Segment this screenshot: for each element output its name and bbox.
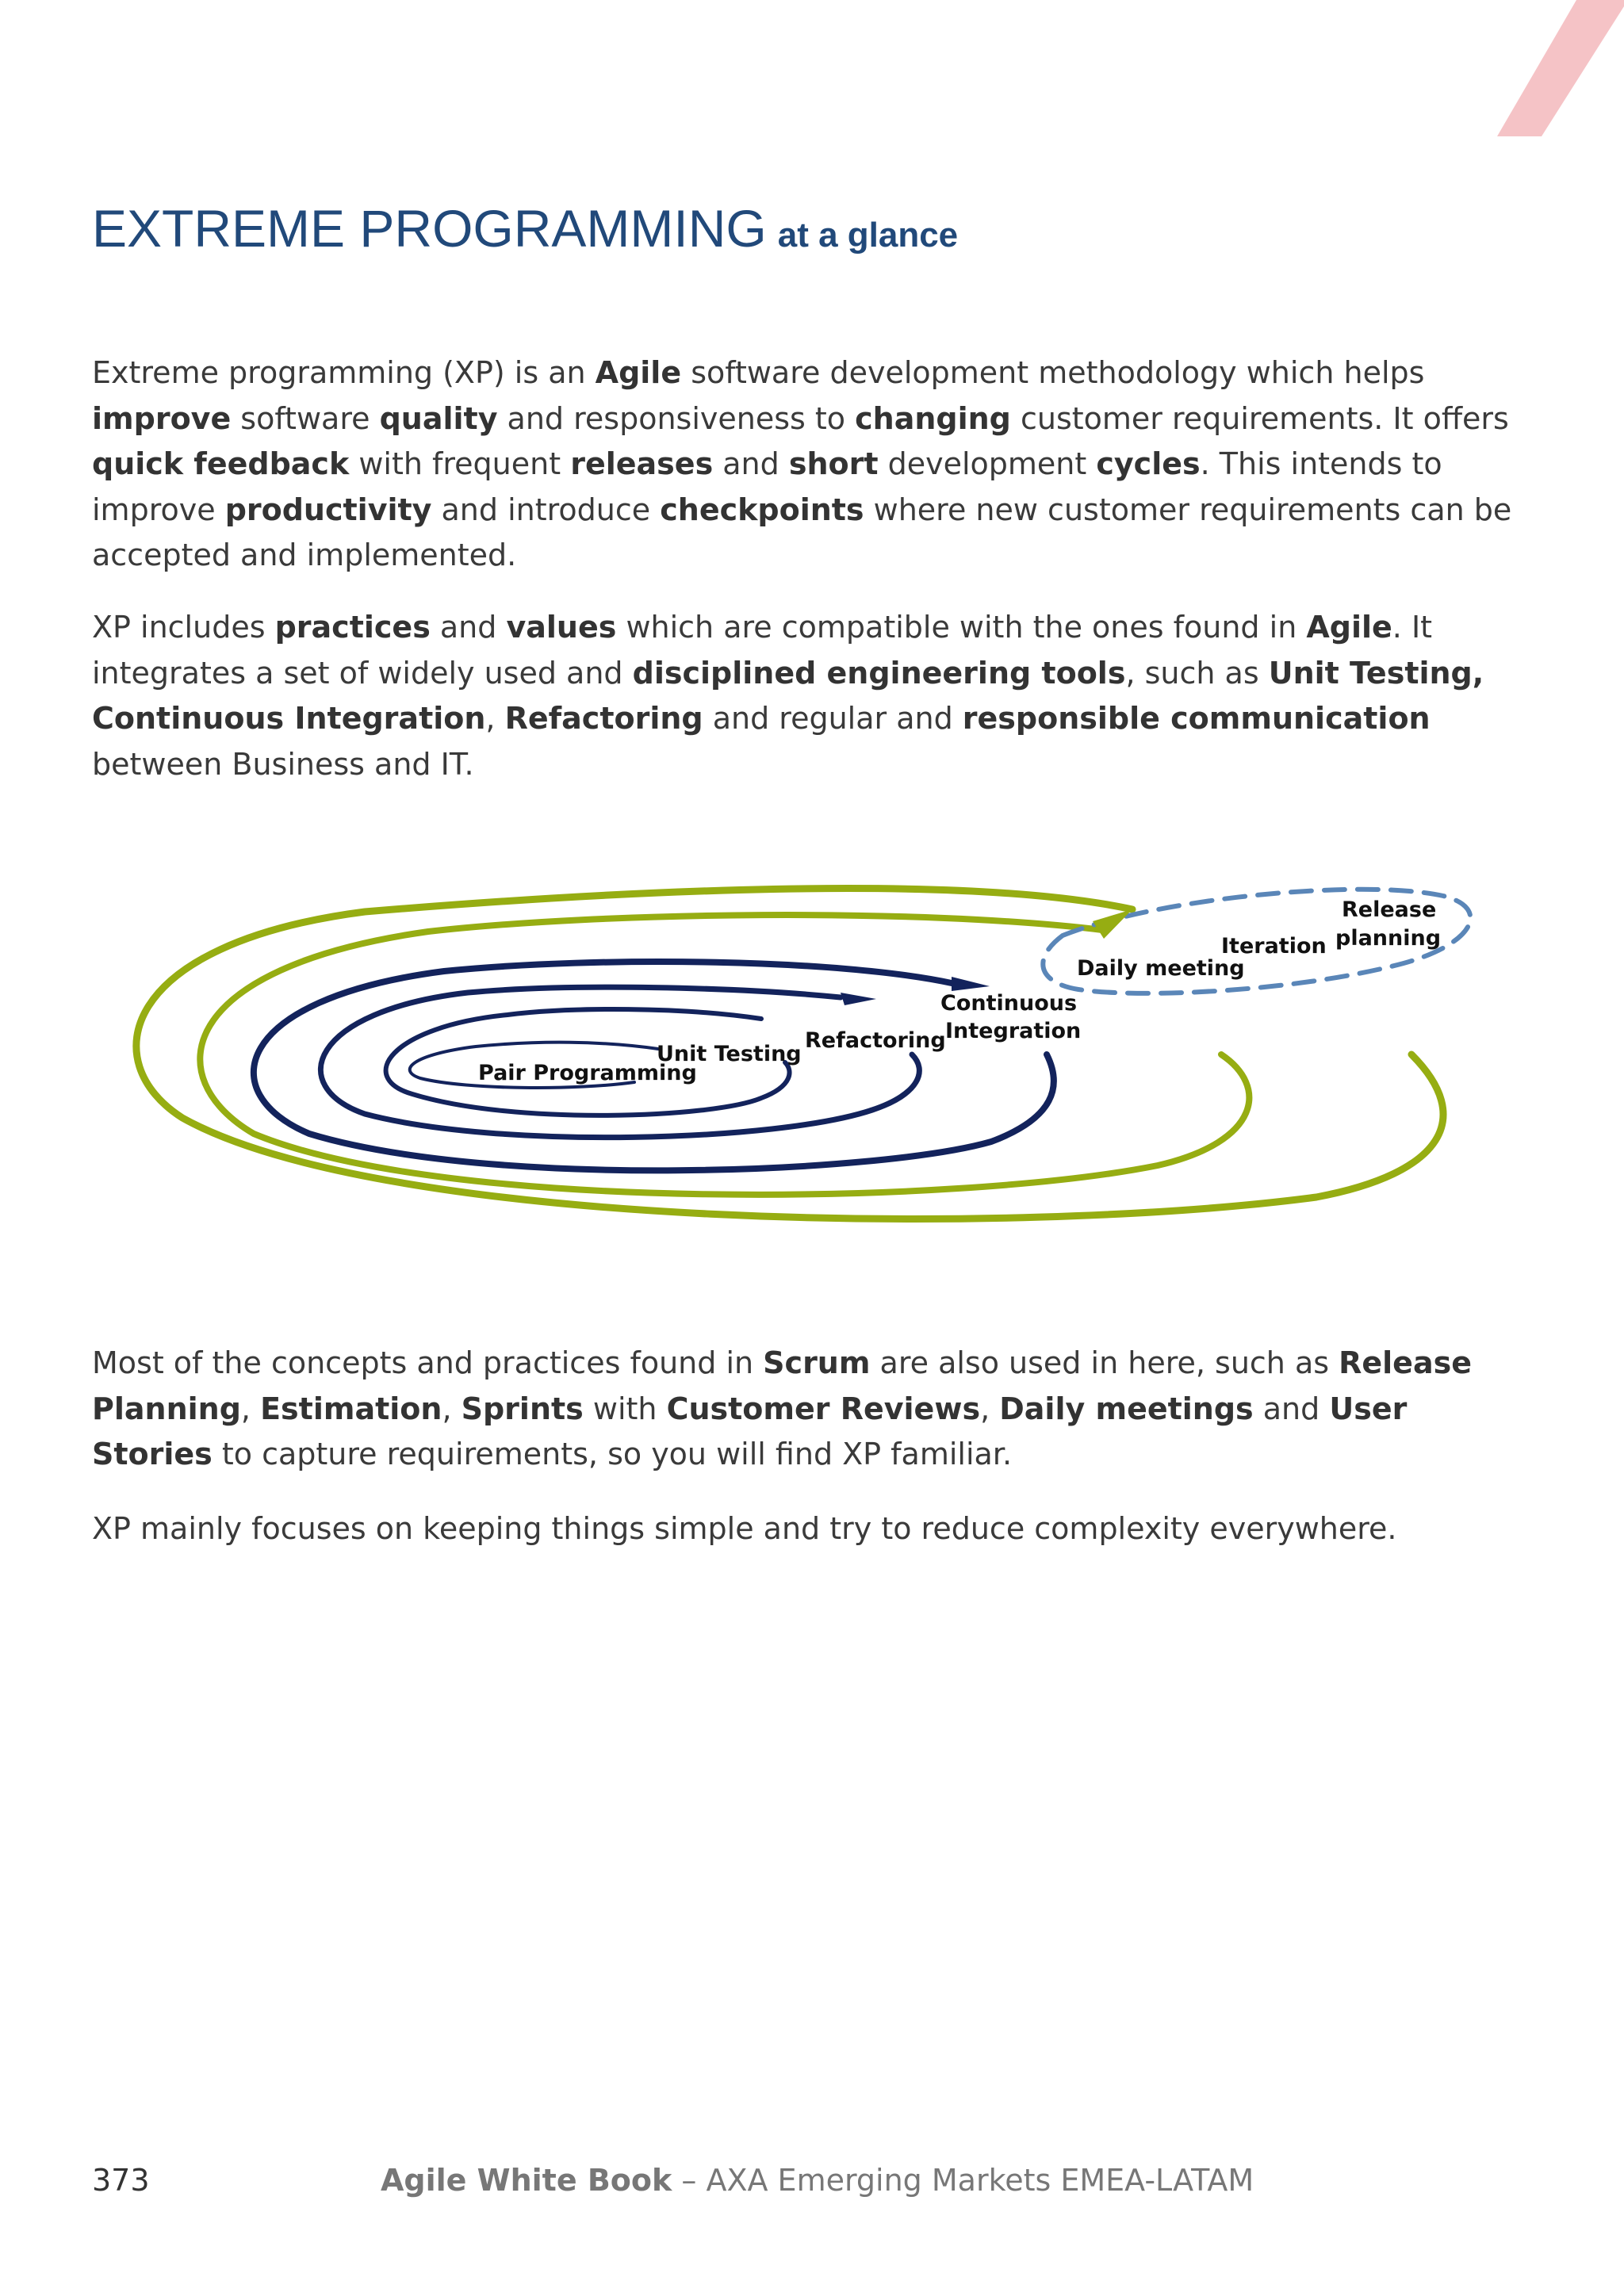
- text-run: . This intends to improve: [92, 446, 1442, 527]
- emphasis-text: Estimation: [260, 1391, 442, 1426]
- text-run: . It integrates a set of widely used and: [92, 610, 1433, 691]
- text-run: software: [231, 400, 380, 436]
- footer-org: AXA Emerging Markets EMEA-LATAM: [706, 2163, 1254, 2198]
- label-planning: planning: [1335, 926, 1442, 951]
- text-run: where new customer requirements can be accepted and implemented.: [92, 492, 1512, 572]
- emphasis-text: cycles: [1096, 446, 1201, 481]
- emphasis-text: disciplined engineering tools: [632, 655, 1126, 691]
- text-run: ,: [240, 1391, 261, 1426]
- label-daily-meeting: Daily meeting: [1077, 956, 1245, 981]
- loop-arrowhead: [1093, 909, 1132, 939]
- text-run: customer requirements. It offers: [1010, 400, 1509, 436]
- label-iteration: Iteration: [1221, 934, 1327, 959]
- emphasis-text: responsible communication: [962, 701, 1431, 736]
- text-run: ,: [980, 1391, 1000, 1426]
- emphasis-text: Customer Reviews: [666, 1391, 981, 1426]
- xp-loops-diagram: [127, 856, 1491, 1269]
- emphasis-text: Unit Testing, Continuous Integration: [92, 655, 1484, 736]
- loop-arrowhead: [952, 977, 990, 991]
- text-run: ,: [442, 1391, 462, 1426]
- emphasis-text: changing: [855, 400, 1011, 436]
- label-pair-programming: Pair Programming: [478, 1061, 697, 1085]
- text-run: with: [583, 1391, 667, 1426]
- emphasis-text: releases: [570, 446, 714, 481]
- emphasis-text: Sprints: [461, 1391, 584, 1426]
- text-run: which are compatible with the ones found in: [616, 610, 1307, 645]
- footer-separator: –: [672, 2163, 707, 2198]
- text-run: ,: [485, 701, 505, 736]
- text-run: , such as: [1125, 655, 1269, 691]
- emphasis-text: short: [788, 446, 879, 481]
- emphasis-text: practices: [274, 610, 431, 645]
- text-run: XP mainly focuses on keeping things simple and try to reduce complexity everywhere.: [92, 1511, 1397, 1546]
- corner-stripe-decoration: [0, 0, 1624, 159]
- text-run: development: [878, 446, 1097, 481]
- emphasis-text: Agile: [1306, 610, 1392, 645]
- simplicity-paragraph: [92, 1506, 1535, 1552]
- loop-arrowhead: [841, 993, 876, 1005]
- emphasis-text: Refactoring: [504, 701, 703, 736]
- text-run: and introduce: [431, 492, 661, 527]
- label-refactoring: Refactoring: [805, 1028, 946, 1053]
- label-continuous: Continuous: [940, 991, 1078, 1016]
- emphasis-text: Agile: [595, 355, 682, 390]
- text-run: software development methodology which helps: [681, 355, 1425, 390]
- emphasis-text: Release Planning: [92, 1345, 1472, 1426]
- emphasis-text: User Stories: [92, 1391, 1408, 1471]
- text-run: Extreme programming (XP) is an: [92, 355, 596, 390]
- label-integration: Integration: [945, 1019, 1082, 1043]
- emphasis-text: checkpoints: [660, 492, 864, 527]
- text-run: and: [1253, 1391, 1330, 1426]
- text-run: between Business and IT.: [92, 746, 474, 782]
- emphasis-text: productivity: [224, 492, 432, 527]
- text-run: and responsiveness to: [497, 400, 856, 436]
- page-title-subtitle: at a glance: [777, 216, 959, 254]
- label-unit-testing: Unit Testing: [657, 1042, 802, 1066]
- page-title: [92, 198, 958, 258]
- text-run: with frequent: [349, 446, 571, 481]
- page-number: 373: [92, 2163, 150, 2198]
- label-release: Release: [1342, 897, 1437, 922]
- emphasis-text: Scrum: [763, 1345, 871, 1380]
- emphasis-text: Daily meetings: [999, 1391, 1254, 1426]
- emphasis-text: quick feedback: [92, 446, 350, 481]
- text-run: and: [713, 446, 789, 481]
- emphasis-text: quality: [379, 400, 498, 436]
- page-footer: [92, 2163, 1535, 2210]
- footer-book-title: [381, 2163, 1254, 2198]
- text-run: are also used in here, such as: [870, 1345, 1339, 1380]
- text-run: and regular and: [703, 701, 963, 736]
- scrum-paragraph: [92, 1341, 1535, 1478]
- text-run: Most of the concepts and practices found in: [92, 1345, 764, 1380]
- text-run: and: [430, 610, 507, 645]
- intro-paragraph: [92, 350, 1535, 579]
- emphasis-text: values: [506, 610, 617, 645]
- text-run: XP includes: [92, 610, 275, 645]
- page-title-main: EXTREME PROGRAMMING: [92, 199, 767, 258]
- text-run: to capture requirements, so you will find XP familiar.: [212, 1437, 1013, 1471]
- emphasis-text: improve: [92, 400, 232, 436]
- footer-book-name: Agile White Book: [381, 2163, 672, 2198]
- practices-paragraph: [92, 605, 1535, 787]
